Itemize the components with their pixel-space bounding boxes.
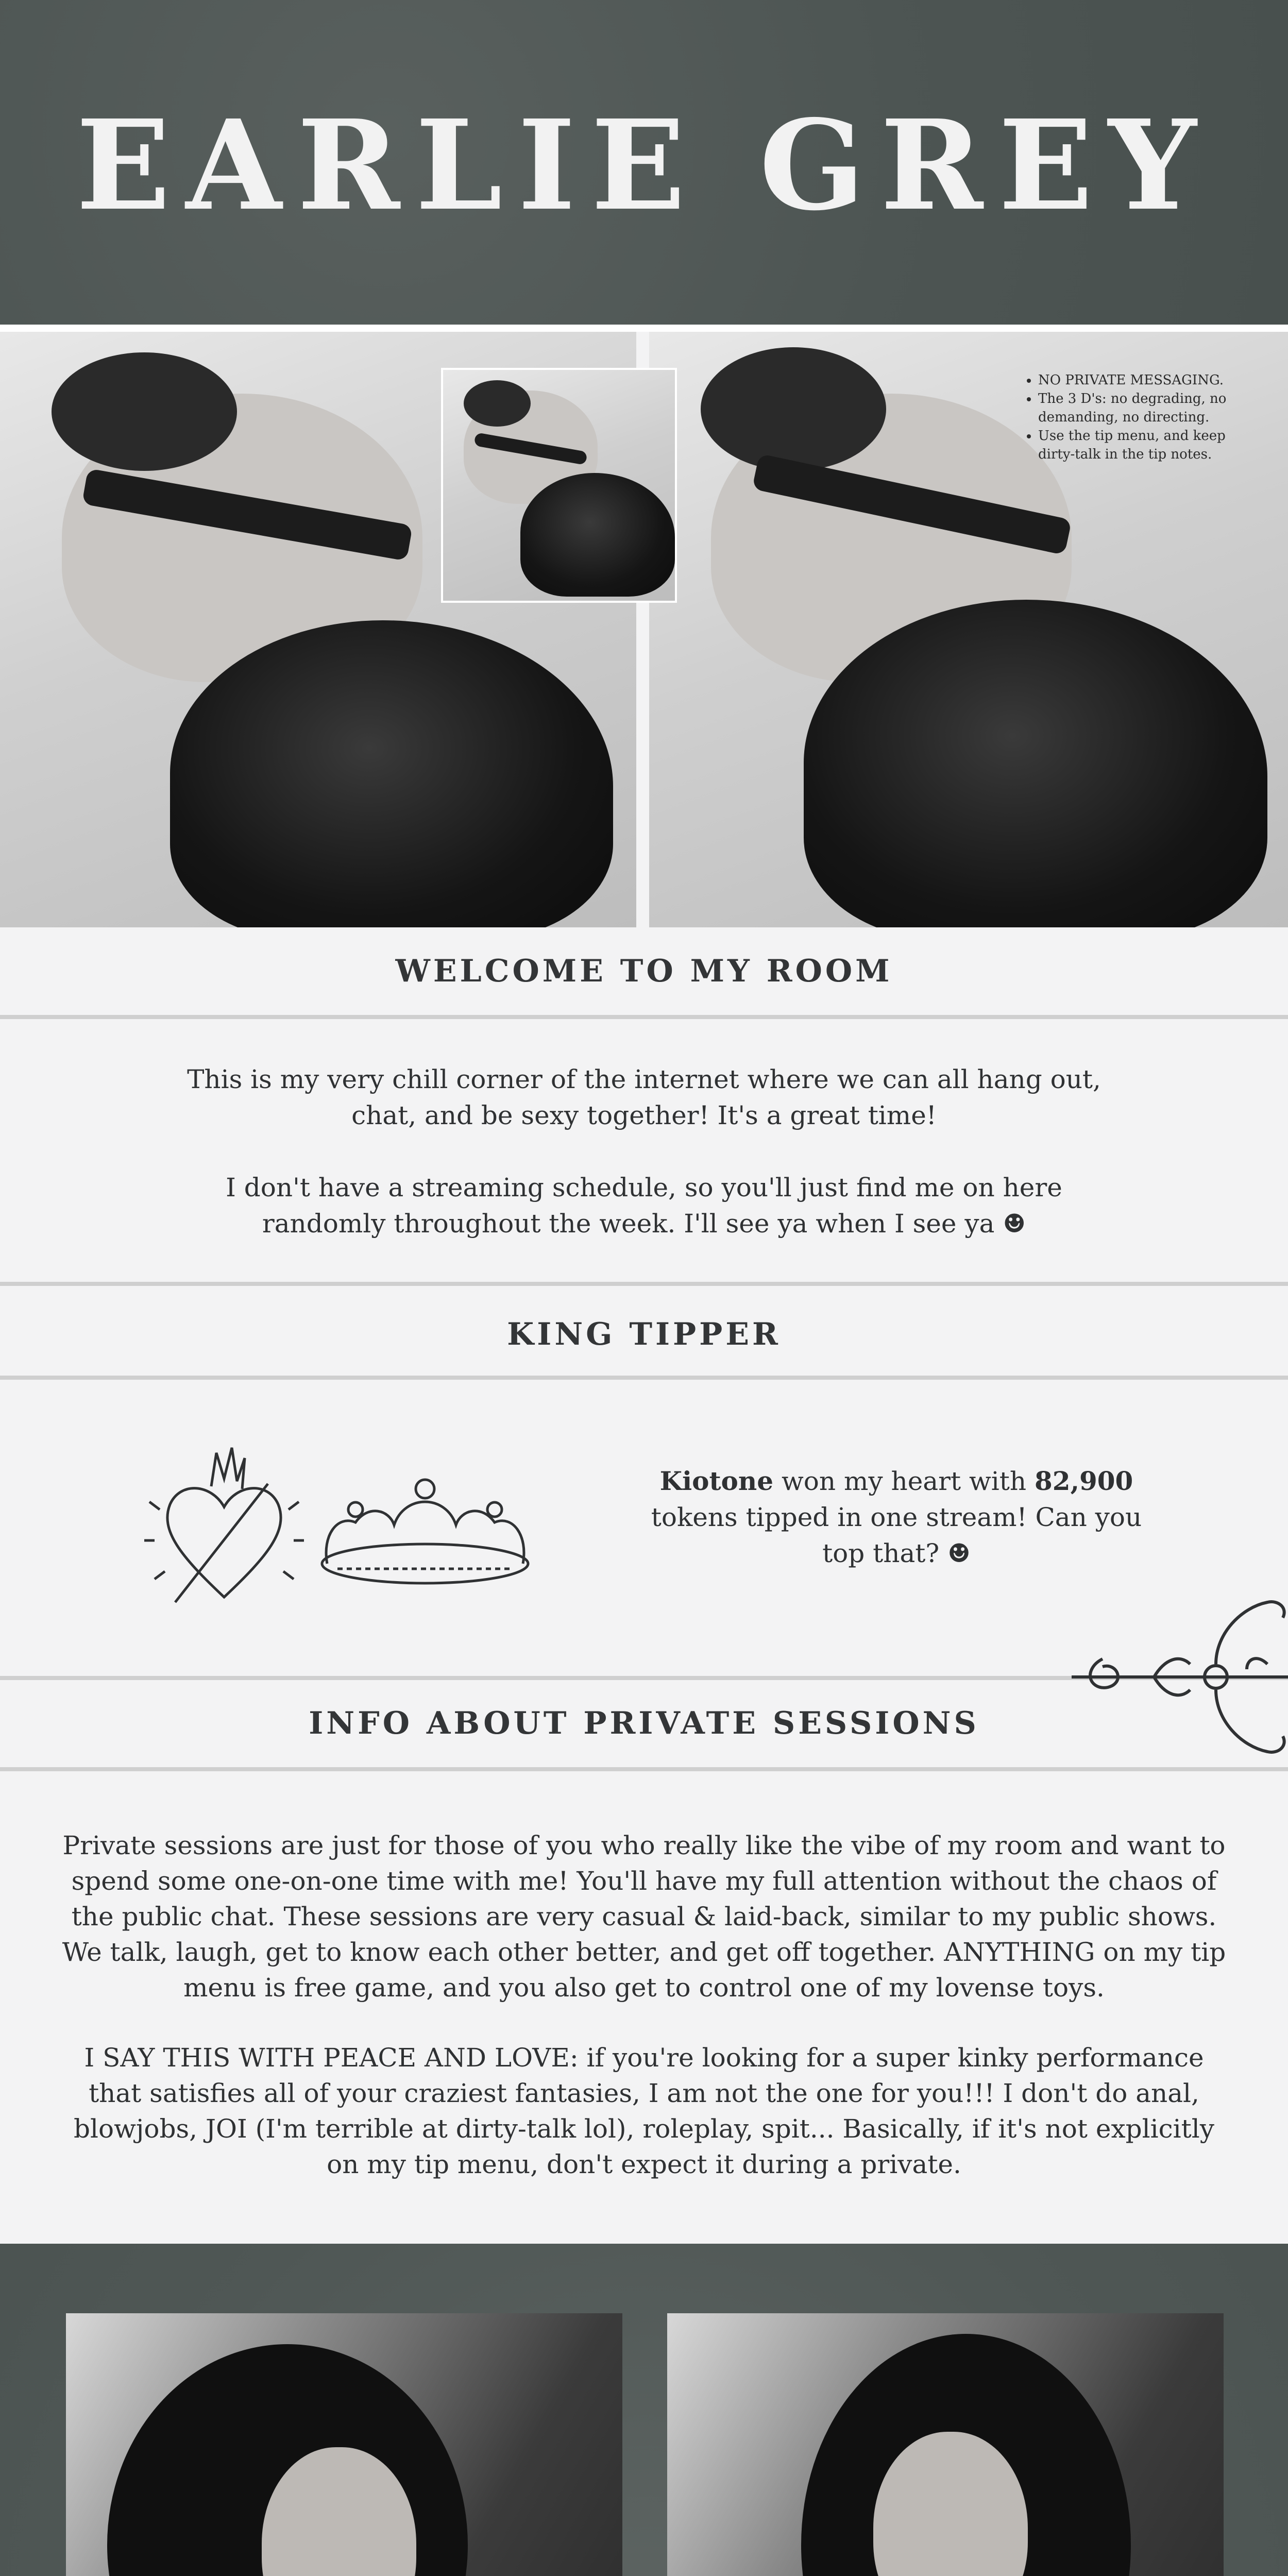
portrait-left [66, 2313, 622, 2576]
private-line: blowjobs, JOI (I'm terrible at dirty-talk lol), roleplay, spit... Basically, if it's not explicitly [74, 2114, 1214, 2144]
king-tipper-title: KING TIPPER [507, 1316, 781, 1352]
header-banner [0, 0, 1288, 325]
divider [0, 1282, 1288, 1286]
room-rule-3: • Use the tip menu, and keep dirty-talk in the tip notes. [1038, 427, 1260, 464]
tip-amount: 82,900 [1034, 1466, 1133, 1496]
room-rules-list [1023, 371, 1260, 464]
welcome-line: I don't have a streaming schedule, so you'll just find me on here [226, 1173, 1062, 1202]
private-line: spend some one-on-one time with me! You'll have my full attention without the chaos of [71, 1866, 1217, 1896]
private-sessions-paragraph-2 [52, 2040, 1236, 2182]
room-rule-1: • NO PRIVATE MESSAGING. [1038, 371, 1260, 389]
top-tipper-name: Kiotone [659, 1466, 774, 1496]
private-line: the public chat. These sessions are very casual & laid-back, similar to my public shows. [71, 1902, 1217, 1931]
welcome-line: chat, and be sexy together! It's a great time! [351, 1100, 937, 1130]
header-divider [0, 325, 1288, 332]
tipper-text-part: won my heart with [773, 1466, 1035, 1496]
private-sessions-title: INFO ABOUT PRIVATE SESSIONS [309, 1705, 979, 1741]
welcome-paragraph-2 [77, 1170, 1211, 1242]
private-line: We talk, laugh, get to know each other better, and get off together. ANYTHING on my tip [62, 1937, 1226, 1967]
welcome-line: randomly throughout the week. I'll see ya when I see ya ☻ [262, 1209, 1026, 1239]
welcome-paragraph-1 [77, 1061, 1211, 1133]
ornamental-key-icon [1061, 1571, 1288, 1783]
welcome-line: This is my very chill corner of the internet where we can all hang out, [187, 1064, 1101, 1094]
sacred-heart-icon [139, 1437, 309, 1618]
private-line: I SAY THIS WITH PEACE AND LOVE: if you're looking for a super kinky performance [84, 2043, 1204, 2073]
room-rule-2: • The 3 D's: no degrading, no demanding, no directing. [1038, 389, 1260, 427]
tipper-text-part: top that? ☻ [822, 1538, 971, 1568]
crown-icon [307, 1473, 544, 1592]
divider [0, 1767, 1288, 1771]
private-sessions-paragraph-1 [52, 1828, 1236, 2006]
tipper-text-part: tokens tipped in one stream! Can you [651, 1502, 1142, 1532]
welcome-title: WELCOME TO MY ROOM [395, 953, 893, 989]
portrait-right [667, 2313, 1224, 2576]
king-tipper-text [639, 1463, 1154, 1571]
private-line: menu is free game, and you also get to control one of my lovense toys. [183, 1973, 1105, 2003]
divider [0, 1015, 1288, 1019]
private-line: that satisfies all of your craziest fantasies, I am not the one for you!!! I don't do anal, [89, 2078, 1199, 2108]
private-line: Private sessions are just for those of you who really like the vibe of my room and want to [62, 1831, 1226, 1860]
divider [0, 1376, 1288, 1380]
photo-inset [443, 370, 675, 601]
page-title: EARLIE GREY [76, 93, 1212, 238]
private-line: on my tip menu, don't expect it during a private. [327, 2149, 961, 2179]
